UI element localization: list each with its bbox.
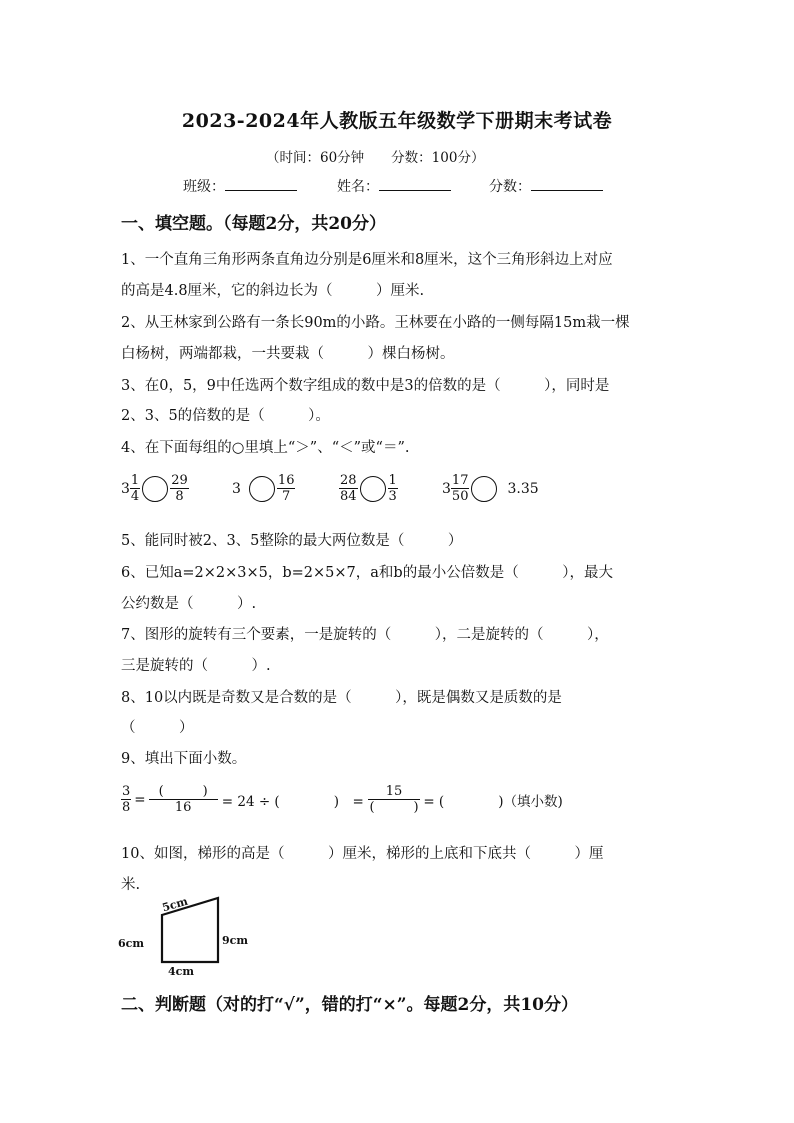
- class-blank[interactable]: [225, 176, 297, 191]
- question-8-line-1: 8、10以内既是奇数又是合数的是（ ），既是偶数又是质数的是: [121, 690, 562, 706]
- question-10-line-2: 米.: [121, 877, 141, 893]
- whole-number: 3: [121, 480, 130, 497]
- fraction-blank[interactable]: $\frac{15}{( )}$: [369, 784, 419, 815]
- fraction: $\frac{17}{50}$: [451, 473, 469, 504]
- question-2-line-1: 2、从王林家到公路有一条长90m的小路。王林要在小路的一侧每隔15m栽一棵: [121, 315, 630, 331]
- whole-number: 3: [442, 480, 451, 497]
- name-label: 姓名：: [337, 179, 379, 195]
- whole-number: 3: [232, 480, 241, 497]
- question-3-line-1: 3、在0，5，9中任选两个数字组成的数中是3的倍数的是（ ），同时是: [121, 378, 610, 394]
- question-6-line-2: 公约数是（ ）.: [121, 596, 257, 612]
- fraction: $\frac{1}{4}$: [130, 473, 140, 504]
- label-right: 9cm: [222, 934, 248, 947]
- name-blank[interactable]: [379, 176, 451, 191]
- label-top: 5cm: [160, 894, 190, 915]
- score-label: 分数：: [489, 179, 531, 195]
- question-1-line-2: 的高是4.8厘米，它的斜边长为（ ）厘米.: [121, 283, 425, 299]
- fraction: $\frac{1}{3}$: [388, 473, 397, 504]
- compare-item-3: [339, 473, 398, 504]
- question-2-line-2: 白杨树，两端都栽，一共要栽（ ）棵白杨树。: [121, 346, 455, 362]
- decimal-number: 3.35: [507, 480, 539, 497]
- class-label: 班级：: [183, 179, 225, 195]
- fraction: $\frac{3}{8}$: [122, 784, 131, 815]
- equals-sign: =: [134, 791, 146, 808]
- score-blank[interactable]: [531, 176, 603, 191]
- question-1-line-1: 1、一个直角三角形两条直角边分别是6厘米和8厘米，这个三角形斜边上对应: [121, 252, 613, 268]
- question-6-line-1: 6、已知a=2×2×3×5，b=2×5×7，a和b的最小公倍数是（ ），最大: [121, 565, 613, 581]
- label-bottom: 4cm: [168, 965, 194, 978]
- compare-circle[interactable]: [142, 476, 168, 502]
- fraction: $\frac{16}{7}$: [277, 473, 295, 504]
- question-4: 4、在下面每组的○里填上“＞”、“＜”或“＝”.: [121, 440, 410, 456]
- decimal-blank[interactable]: = ( )（填小数): [423, 793, 563, 810]
- fraction: $\frac{28}{84}$: [340, 473, 357, 504]
- compare-item-1: [121, 473, 189, 504]
- exam-meta: （时间：60分钟 分数：100分）: [266, 150, 485, 166]
- trapezoid-figure: [110, 890, 270, 980]
- question-10-line-1: 10、如图，梯形的高是（ ）厘米，梯形的上底和下底共（ ）厘: [121, 846, 604, 862]
- question-9-equation: [121, 784, 563, 815]
- division-blank[interactable]: = 24 ÷ ( ) =: [221, 793, 364, 810]
- label-left: 6cm: [118, 937, 144, 950]
- page-title: 2023-2024年人教版五年级数学下册期末考试卷: [181, 110, 613, 132]
- question-9: 9、填出下面小数。: [121, 751, 247, 767]
- question-7-line-1: 7、图形的旋转有三个要素，一是旋转的（ ），二是旋转的（ ），: [121, 627, 609, 643]
- score-field: [489, 176, 603, 196]
- question-7-line-2: 三是旋转的（ ）.: [121, 658, 271, 674]
- section-1-heading: 一、填空题。（每题2分，共20分）: [121, 214, 386, 234]
- question-8-line-2: （ ）: [121, 720, 194, 736]
- section-2-heading: 二、判断题（对的打“√”，错的打“×”。每题2分，共10分）: [121, 995, 579, 1015]
- question-5: 5、能同时被2、3、5整除的最大两位数是（ ）: [121, 533, 463, 549]
- compare-item-2: [232, 473, 295, 504]
- class-field: [183, 176, 297, 196]
- fraction-blank[interactable]: $\frac{( )}{16}$: [149, 784, 218, 815]
- compare-item-4: [442, 473, 539, 504]
- compare-circle[interactable]: [249, 476, 275, 502]
- question-3-line-2: 2、3、5的倍数的是（ ）。: [121, 408, 330, 424]
- name-field: [337, 176, 451, 196]
- compare-circle[interactable]: [360, 476, 386, 502]
- fraction: $\frac{29}{8}$: [171, 473, 188, 504]
- compare-circle[interactable]: [471, 476, 497, 502]
